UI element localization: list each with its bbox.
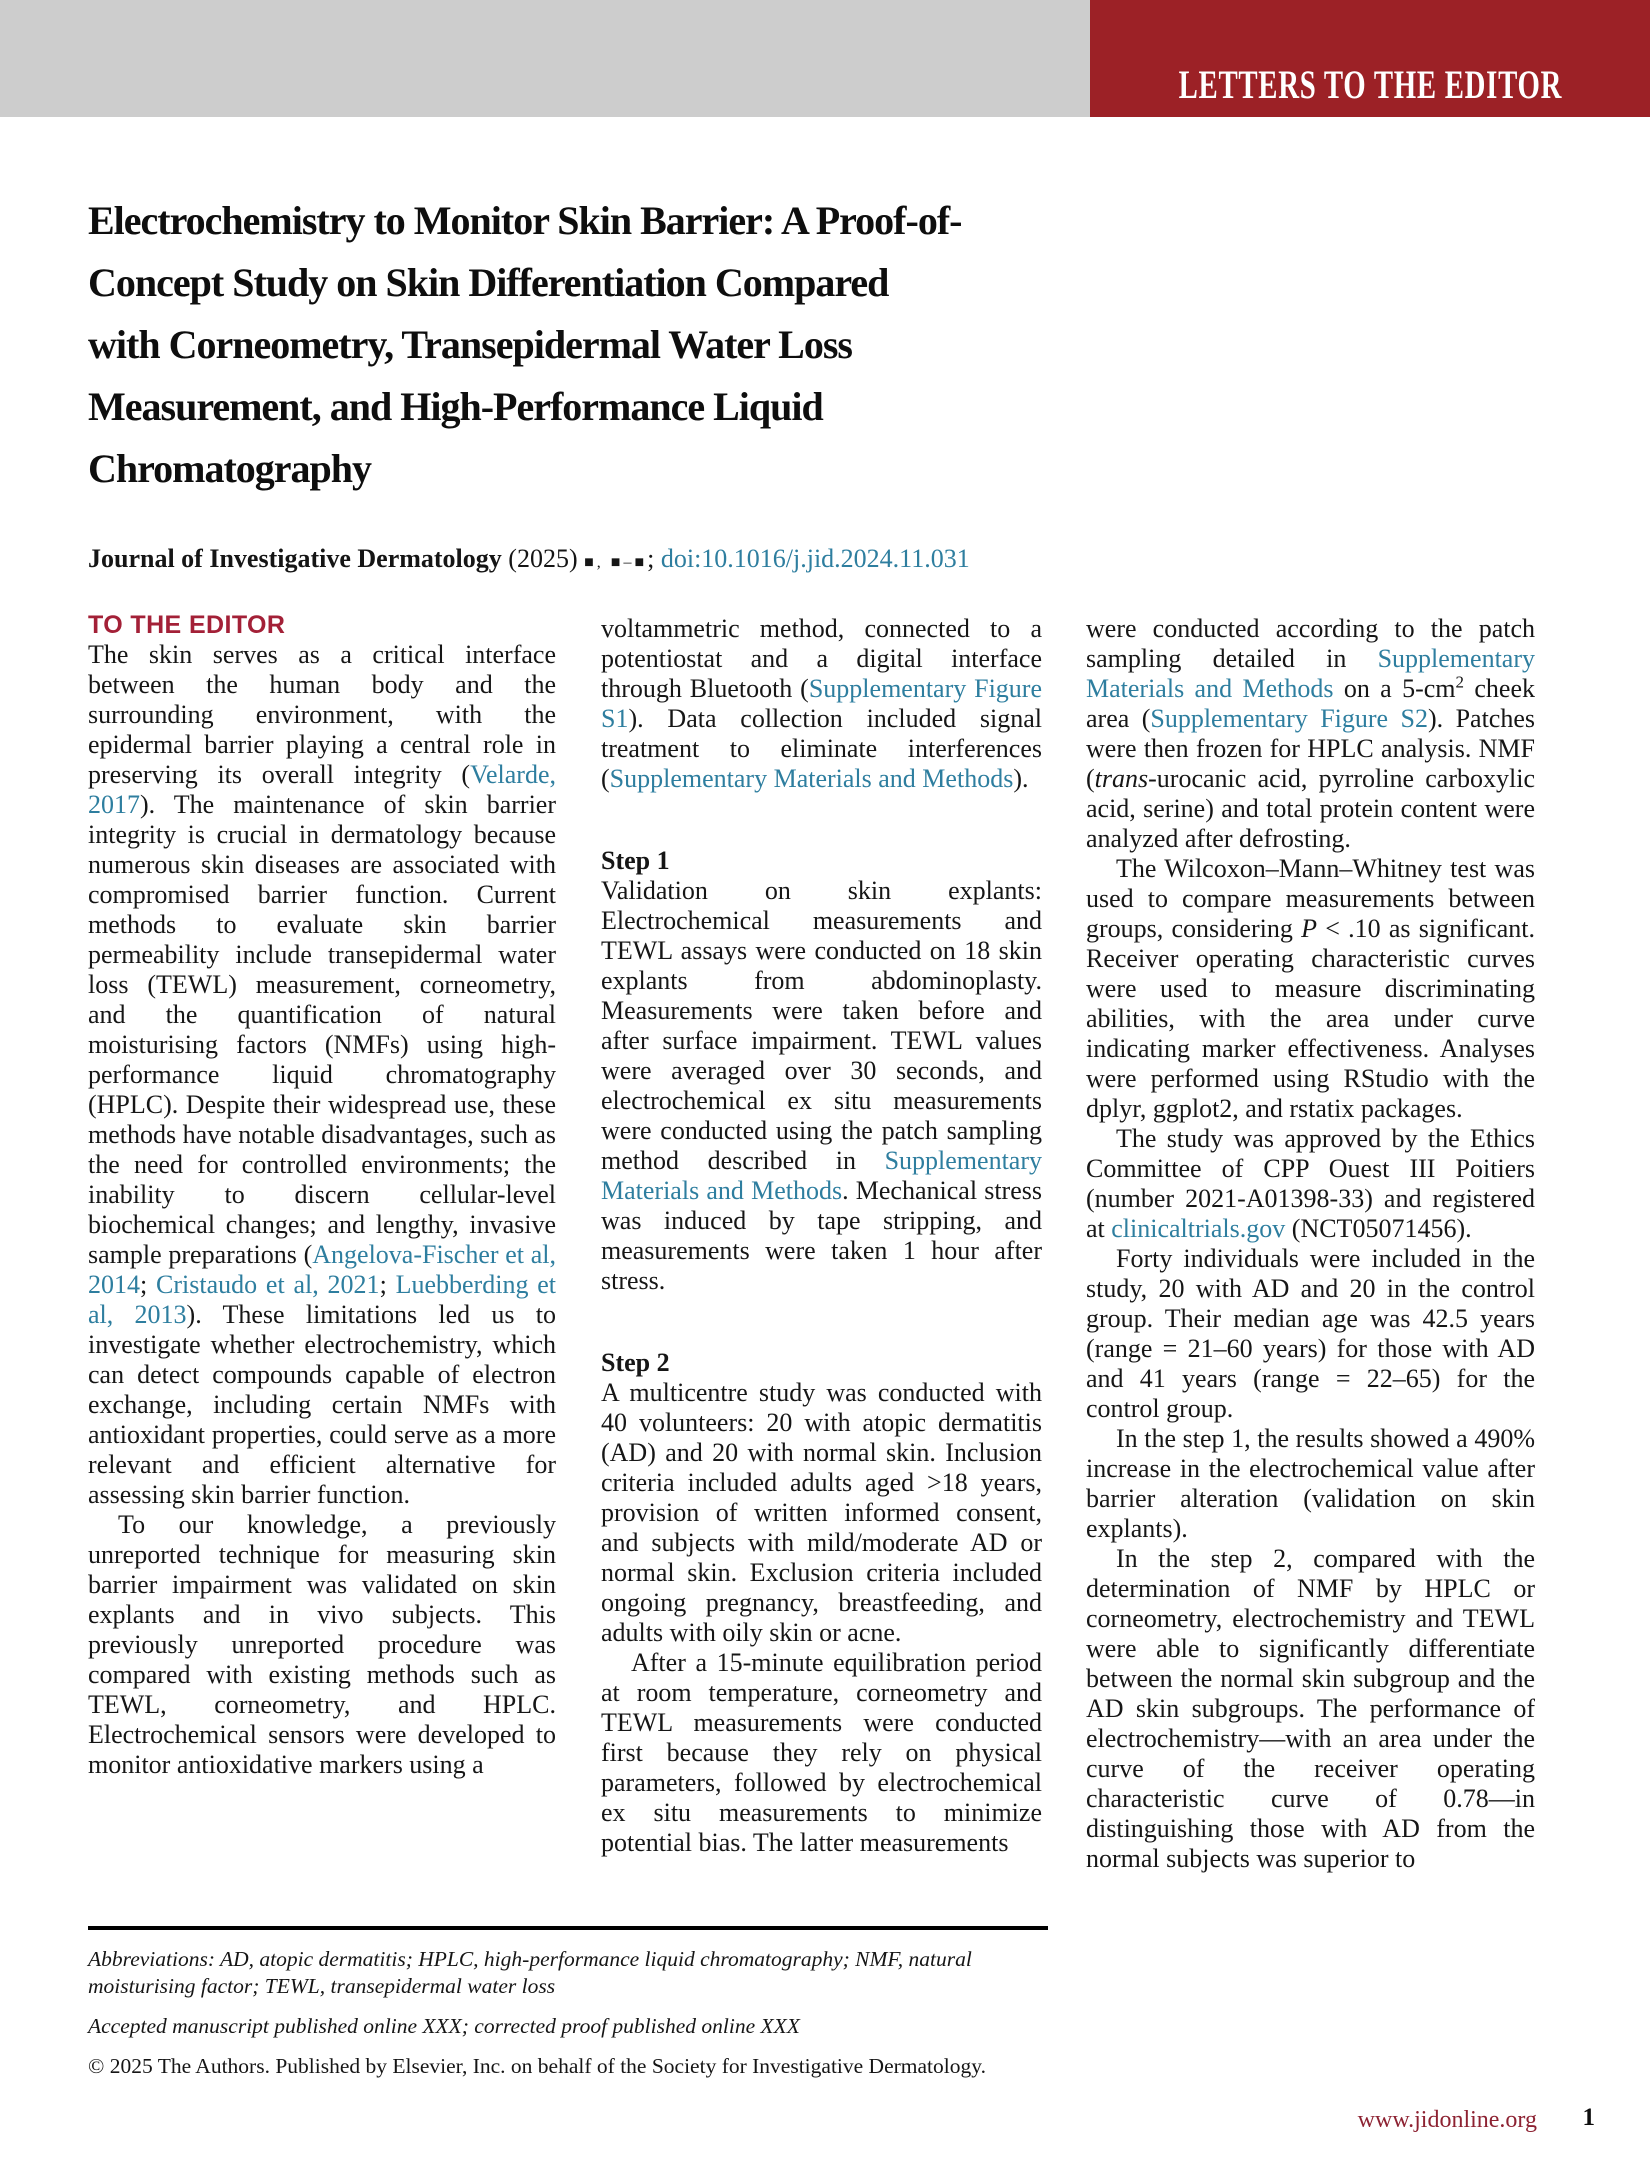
section-banner [1090, 0, 1650, 117]
paragraph [1086, 854, 1535, 1124]
text-segment: cheek area ( [1086, 674, 1535, 733]
text-segment: The skin serves as a critical interface between the human body and the surrounding environment, with the epidermal barrier playing a central role in preserving its overall integrity ( [88, 640, 556, 789]
inline-link[interactable]: doi:10.1016/j.jid.2024.11.031 [660, 544, 970, 573]
inline-link[interactable]: Luebberding et al, 2013 [88, 1270, 556, 1329]
paragraph [601, 1648, 1042, 1858]
inline-link[interactable]: Supplementary Figure S1 [601, 674, 1042, 733]
paragraph [1086, 1544, 1535, 1874]
text-segment: ; [647, 544, 661, 573]
inline-link[interactable]: Supplementary Materials and Methods [1086, 644, 1535, 703]
article-title-line: Concept Study on Skin Differentiation Compared [88, 260, 889, 305]
paragraph [1086, 614, 1535, 854]
text-segment: ). The maintenance of skin barrier integrity is crucial in dermatology because numerous skin diseases are associated with compromised barrier function. Current methods to evaluate skin barrier permeability include transepidermal water loss (TEWL) measurement, corneometry, and the quantification of natural moisturising factors (NMFs) using high-performance liquid chromatography (HPLC). Despite their widespread use, these methods have notable disadvantages, such as the need for controlled environments; the inability to discern cellular-level biochemical changes; and lengthy, invasive sample preparations ( [88, 790, 556, 1269]
column-1 [88, 610, 556, 1920]
article-title [88, 190, 1088, 500]
text-segment: P [1301, 914, 1317, 943]
step-2-heading: Step 2 [601, 1348, 670, 1377]
paragraph [1086, 1424, 1535, 1544]
to-the-editor-heading: TO THE EDITOR [88, 611, 286, 639]
text-segment: The Wilcoxon–Mann–Whitney test was used to compare measurements between groups, considering [1086, 854, 1535, 943]
text-segment: ; [379, 1270, 396, 1299]
inline-link[interactable]: Supplementary Materials and Methods [609, 764, 1014, 793]
article-title-line: Measurement, and High-Performance Liquid [88, 384, 823, 429]
article-title-line: Chromatography [88, 446, 372, 491]
section-banner-label: LETTERS TO THE EDITOR [1178, 62, 1562, 107]
paragraph [1086, 1244, 1535, 1424]
paragraph [601, 876, 1042, 1296]
text-segment: ). Data collection included signal treatment to eliminate interferences ( [601, 704, 1042, 793]
inline-link[interactable]: Supplementary Figure S2 [1150, 704, 1428, 733]
page-number: 1 [1582, 2104, 1595, 2131]
article-title-line: with Corneometry, Transepidermal Water Loss [88, 322, 852, 367]
accepted-manuscript-note: Accepted manuscript published online XXX; corrected proof published online XXX [88, 2014, 800, 2038]
paragraph [88, 1510, 556, 1780]
text-segment: To our knowledge, a previously unreported technique for measuring skin barrier impairment was validated on skin explants and in vivo subjects. This previously unreported procedure was compared with existing methods such as TEWL, corneometry, and HPLC. Electrochemical sensors were developed to monitor antioxidative markers using a [88, 1510, 556, 1779]
text-segment: trans [1094, 764, 1149, 793]
paragraph [88, 640, 556, 1510]
text-segment: (NCT050​71456). [1285, 1214, 1472, 1243]
paragraph [601, 1378, 1042, 1648]
text-segment: 2 [1455, 672, 1465, 692]
footnote-rule [88, 1926, 1048, 1930]
text-segment: ). Patches were then frozen for HPLC analysis. NMF ( [1086, 704, 1535, 793]
text-segment: ). These limitations led us to investigate whether electrochemistry, which can detect compounds capable of electron exchange, including certain NMFs with antioxidant properties, could serve as a more relevant and efficient alternative for assessing skin barrier function. [88, 1300, 556, 1509]
text-segment: ). [1013, 764, 1029, 793]
text-segment: were conducted according to the patch sampling detailed in [1086, 614, 1535, 673]
text-segment: The study was approved by the Ethics Committee of CPP Ouest III Poitiers (number 2021-A01398-33) and registered at [1086, 1124, 1535, 1243]
column-3 [1086, 614, 1535, 2084]
text-segment: ; [140, 1270, 157, 1299]
text-segment: on a 5-cm [1333, 674, 1456, 703]
copyright-note: © 2025 The Authors. Published by Elsevier, Inc. on behalf of the Society for Investigative Dermatology. [88, 2054, 986, 2078]
text-segment: A multicentre study was conducted with 40 volunteers: 20 with atopic dermatitis (AD) and 20 with normal skin. Inclusion criteria included adults aged >18 years, provision of written informed consent, and subjects with mild/moderate AD or normal skin. Exclusion criteria included ongoing pregnancy, breastfeeding, and adults with oily skin or acne. [601, 1378, 1042, 1647]
inline-link[interactable]: Angelova-Fischer et al, 2014 [88, 1240, 556, 1299]
citation-line [88, 542, 970, 580]
text-segment: In the step 2, compared with the determination of NMF by HPLC or corneometry, electrochemistry and TEWL were able to significantly differentiate between the normal skin subgroup and the AD skin subgroups. The performance of electrochemistry—with an area under the curve of the receiver operating characteristic curve of 0.78—in distinguishing those with AD from the normal subjects was superior to [1086, 1544, 1535, 1873]
article-title-line: Electrochemistry to Monitor Skin Barrier: A Proof-of- [88, 198, 962, 243]
text-segment: Journal of Investigative Dermatology [88, 544, 509, 573]
text-segment: (2025) [508, 544, 585, 573]
text-segment: . Mechanical stress was induced by tape stripping, and measurements were taken 1 hour after stress. [601, 1176, 1042, 1295]
text-segment: -urocanic acid, pyrroline carboxylic acid, serine) and total protein content were analyzed after defrosting. [1086, 764, 1535, 853]
text-segment: voltammetric method, connected to a potentiostat and a digital interface through Bluetooth ( [601, 614, 1042, 703]
abbreviations-note: Abbreviations: AD, atopic dermatitis; HPLC, high-performance liquid chromatography; NMF, natural moisturising factor; TEWL, transepidermal water loss [88, 1947, 972, 1998]
inline-link[interactable]: Cristaudo et al, 2021 [156, 1270, 380, 1299]
step-1-heading: Step 1 [601, 846, 670, 875]
paragraph [601, 614, 1042, 794]
column-2 [601, 614, 1042, 1920]
footnote-block [88, 1926, 1048, 2080]
journal-website-link[interactable]: www.jidonline.org [1357, 2107, 1537, 2133]
text-segment: < .10 as significant. Receiver operating characteristic curves were used to measure discriminating abilities, with the area under curve indicating marker effectiveness. Analyses were performed using RStudio with the dplyr, ggplot2, and rstatix packages. [1086, 914, 1535, 1123]
header-gray-band [0, 0, 1090, 117]
text-segment: In the step 1, the results showed a 490% increase in the electrochemical value after barrier alteration (validation on skin explants). [1086, 1424, 1535, 1543]
inline-link[interactable]: clinicaltrials.gov [1111, 1214, 1286, 1243]
inline-link[interactable]: Velarde, 2017 [88, 760, 556, 819]
text-segment: Forty individuals were included in the study, 20 with AD and 20 in the control group. Their median age was 42.5 years (range = 21–60 years) for those with AD and 41 years (range = 22–65) for the control group. [1086, 1244, 1535, 1423]
paragraph [1086, 1124, 1535, 1244]
inline-link[interactable]: Supplementary Materials and Methods [601, 1146, 1042, 1205]
text-segment: ■, ■–■ [584, 554, 648, 571]
text-segment: Validation on skin explants: Electrochemical measurements and TEWL assays were conducted on 18 skin explants from abdominoplasty. Measurements were taken before and after surface impairment. TEWL values were averaged over 30 seconds, and electrochemical ex situ measurements were conducted using the patch sampling method described in [601, 876, 1042, 1175]
text-segment: After a 15-minute equilibration period at room temperature, corneometry and TEWL measurements were conducted first because they rely on physical parameters, followed by electrochemical ex situ measurements to minimize potential bias. The latter measurements [601, 1648, 1042, 1857]
